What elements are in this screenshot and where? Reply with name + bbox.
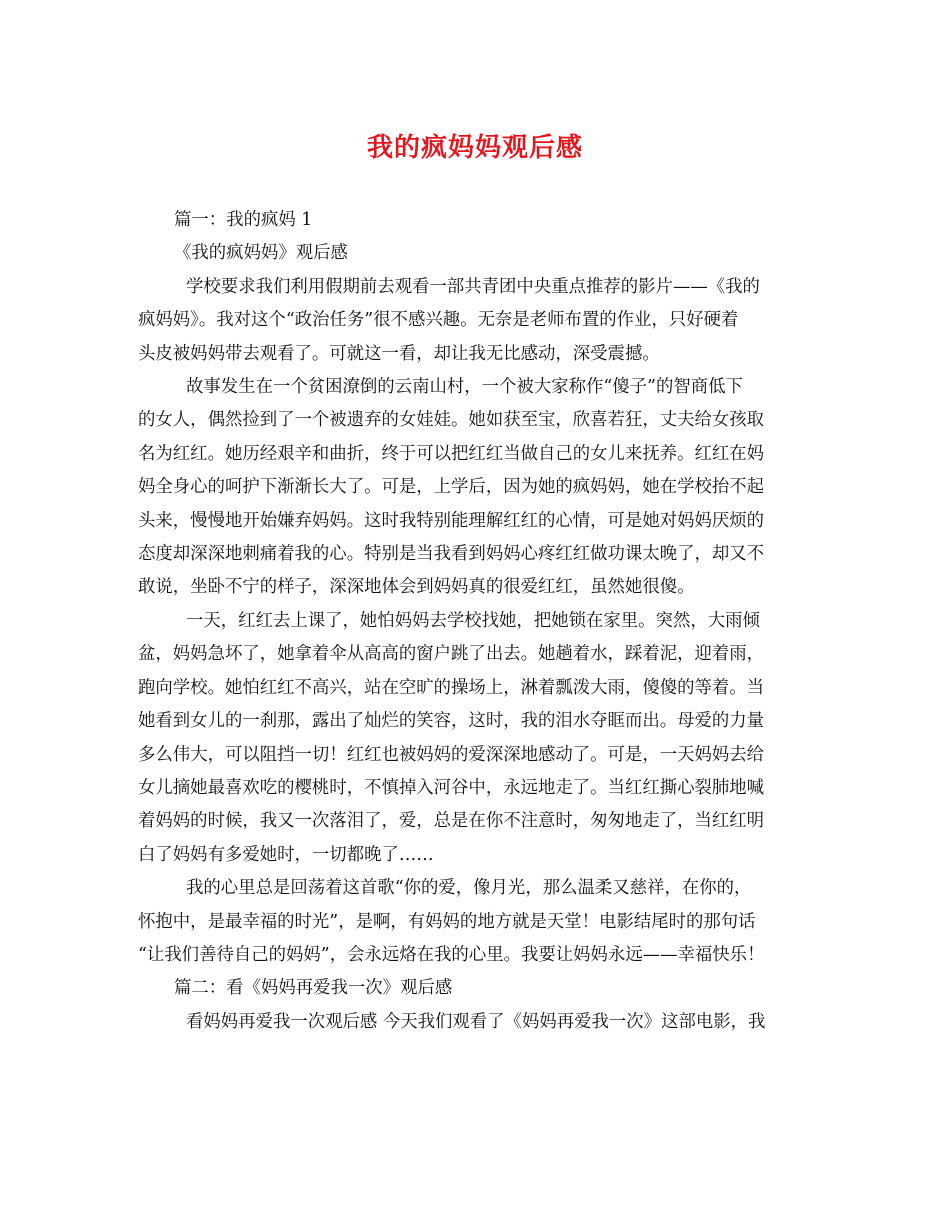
- text-line: 篇二：看《妈妈再爱我一次》观后感: [174, 978, 453, 999]
- text-line: 盆，妈妈急坏了，她拿着伞从高高的窗户跳了出去。她趟着水，踩着泥，迎着雨，: [138, 644, 765, 665]
- text-line: 《我的疯妈妈》观后感: [174, 243, 348, 264]
- text-line: 看妈妈再爱我一次观后感 今天我们观看了《妈妈再爱我一次》这部电影，我: [186, 1011, 766, 1032]
- text-line: 故事发生在一个贫困潦倒的云南山村，一个被大家称作“傻子”的智商低下: [186, 377, 743, 398]
- text-line: 跑向学校。她怕红红不高兴，站在空旷的操场上，淋着瓢泼大雨，傻傻的等着。当: [138, 677, 765, 698]
- text-line: 女儿摘她最喜欢吃的樱桃时，不慎掉入河谷中，永远地走了。当红红撕心裂肺地喊: [138, 777, 765, 798]
- document-title: 我的疯妈妈观后感: [366, 133, 583, 163]
- text-line: 疯妈妈》。我对这个“政治任务”很不感兴趣。无奈是老师布置的作业，只好硬着: [138, 310, 739, 331]
- text-line: 头皮被妈妈带去观看了。可就这一看，却让我无比感动，深受震撼。: [138, 343, 660, 364]
- text-line: 多么伟大，可以阻挡一切！红红也被妈妈的爱深深地感动了。可是，一天妈妈去给: [138, 744, 765, 765]
- text-line: 着妈妈的时候，我又一次落泪了，爱，总是在你不注意时，匆匆地走了，当红红明: [138, 811, 765, 832]
- text-line: 她看到女儿的一刹那，露出了灿烂的笑容，这时，我的泪水夺眶而出。母爱的力量: [138, 711, 765, 732]
- text-line: 头来，慢慢地开始嫌弃妈妈。这时我特别能理解红红的心情，可是她对妈妈厌烦的: [138, 510, 765, 531]
- document-body: [138, 204, 814, 1039]
- text-line: 名为红红。她历经艰辛和曲折，终于可以把红红当做自己的女儿来抚养。红红在妈: [138, 443, 765, 464]
- text-line: 怀抱中，是最幸福的时光”，是啊，有妈妈的地方就是天堂！电影结尾时的那句话: [138, 911, 756, 932]
- text-line: 的女人，偶然捡到了一个被遗弃的女娃娃。她如获至宝，欣喜若狂，丈夫给女孩取: [138, 410, 765, 431]
- text-line: 态度却深深地刺痛着我的心。特别是当我看到妈妈心疼红红做功课太晚了，却又不: [138, 544, 765, 565]
- text-line: 一天，红红去上课了，她怕妈妈去学校找她，把她锁在家里。突然，大雨倾: [186, 610, 760, 631]
- text-line: 篇一：我的疯妈 1: [174, 210, 313, 230]
- text-line: “让我们善待自己的妈妈”，会永远烙在我的心里。我要让妈妈永远——幸福快乐！: [138, 944, 765, 965]
- text-line: 学校要求我们利用假期前去观看一部共青团中央重点推荐的影片——《我的: [186, 276, 760, 297]
- text-line: 我的心里总是回荡着这首歌“你的爱，像月光，那么温柔又慈祥，在你的，: [186, 878, 752, 899]
- text-line: 白了妈妈有多爱她时，一切都晚了……: [138, 844, 434, 865]
- text-line: 敢说，坐卧不宁的样子，深深地体会到妈妈真的很爱红红，虽然她很傻。: [138, 577, 695, 598]
- text-line: 妈全身心的呵护下渐渐长大了。可是，上学后，因为她的疯妈妈，她在学校抬不起: [138, 477, 765, 498]
